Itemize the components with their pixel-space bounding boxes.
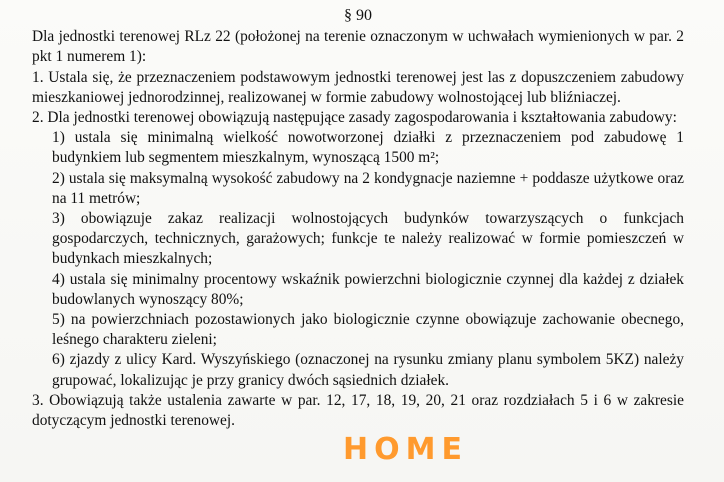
home-watermark: HOME [343,432,468,467]
point-2: 2. Dla jednostki terenowej obowiązują następujące zasady zagospodarowania i kształtowania zabudowy: [32,109,677,127]
document-body [32,6,684,431]
list-item: 6) zjazdy z ulicy Kard. Wyszyńskiego (oznaczonej na rysunku zmiany planu symbolem 5KZ) należy grupować, lokalizując je przy granicy dwóch sąsiednich działek. [52,351,684,389]
list-item: 2) ustala się maksymalną wysokość zabudowy na 2 kondygnacje naziemne + poddasze użytkowe oraz na 11 metrów; [52,169,684,207]
list-item: 3) obowiązuje zakaz realizacji wolnostojących budynków towarzyszących o funkcjach gospodarczych, technicznych, garażowych; funkcje te należy realizować w formie pomieszczeń w budynkach mieszkalnych; [52,210,684,268]
list-item: 1) ustala się minimalną wielkość nowotworzonej działki z przeznaczeniem pod zabudowę 1 budynkiem lub segmentem mieszkalnym, wynoszącą 1500 m²; [52,129,684,167]
point-3: 3. Obowiązują także ustalenia zawarte w par. 12, 17, 18, 19, 20, 21 oraz rozdziałach 5 i 6 w zakresie dotyczącym jednostki terenowej. [32,391,684,430]
section-heading: § 90 [344,7,372,24]
intro-paragraph: Dla jednostki terenowej RLz 22 (położonej na terenie oznaczonym w uchwałach wymienionych w par. 2 pkt 1 numerem 1): [32,28,684,66]
point-1: 1. Ustala się, że przeznaczeniem podstawowym jednostki terenowej jest las z dopuszczeniem zabudowy mieszkaniowej jednorodzinnej, realizowanej w formie zabudowy wolnostojącej lub bliźniaczej. [32,68,684,106]
list-item: 4) ustala się minimalny procentowy wskaźnik powierzchni biologicznie czynnej dla każdej z działek budowlanych wynoszący 80%; [52,270,684,308]
list-item: 5) na powierzchniach pozostawionych jako biologicznie czynne obowiązuje zachowanie obecnego, leśnego charakteru zieleni; [52,311,684,349]
